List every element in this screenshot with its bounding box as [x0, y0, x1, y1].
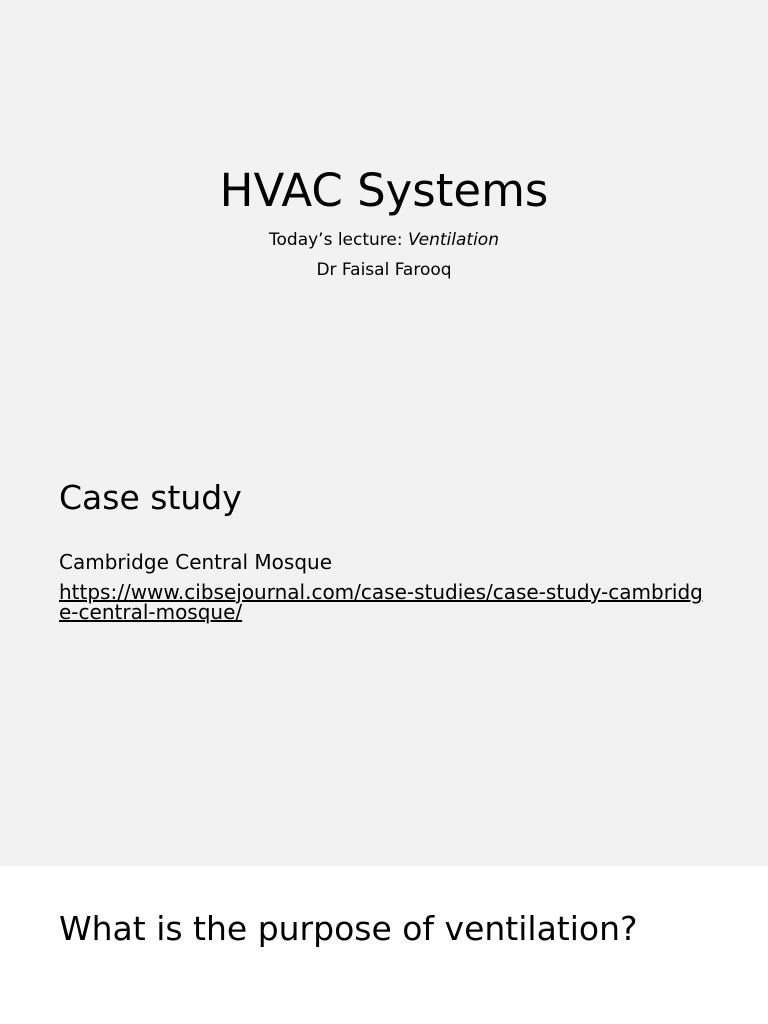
lecture-topic: Ventilation — [408, 230, 499, 250]
case-study-slide — [0, 432, 768, 866]
lecture-line — [0, 228, 768, 252]
question-heading: What is the purpose of ventilation? — [59, 909, 638, 948]
slide-title: HVAC Systems — [219, 164, 549, 217]
lecture-prefix: Today’s lecture: — [269, 230, 409, 250]
case-study-heading: Case study — [59, 478, 242, 517]
title-slide — [0, 0, 768, 432]
presenter-name: Dr Faisal Farooq — [316, 260, 452, 280]
case-study-link[interactable]: https://www.cibsejournal.com/case-studies/case-study-cambridge-central-mosque/ — [59, 580, 703, 624]
case-study-subject: Cambridge Central Mosque — [59, 550, 332, 574]
question-slide — [0, 866, 768, 1024]
